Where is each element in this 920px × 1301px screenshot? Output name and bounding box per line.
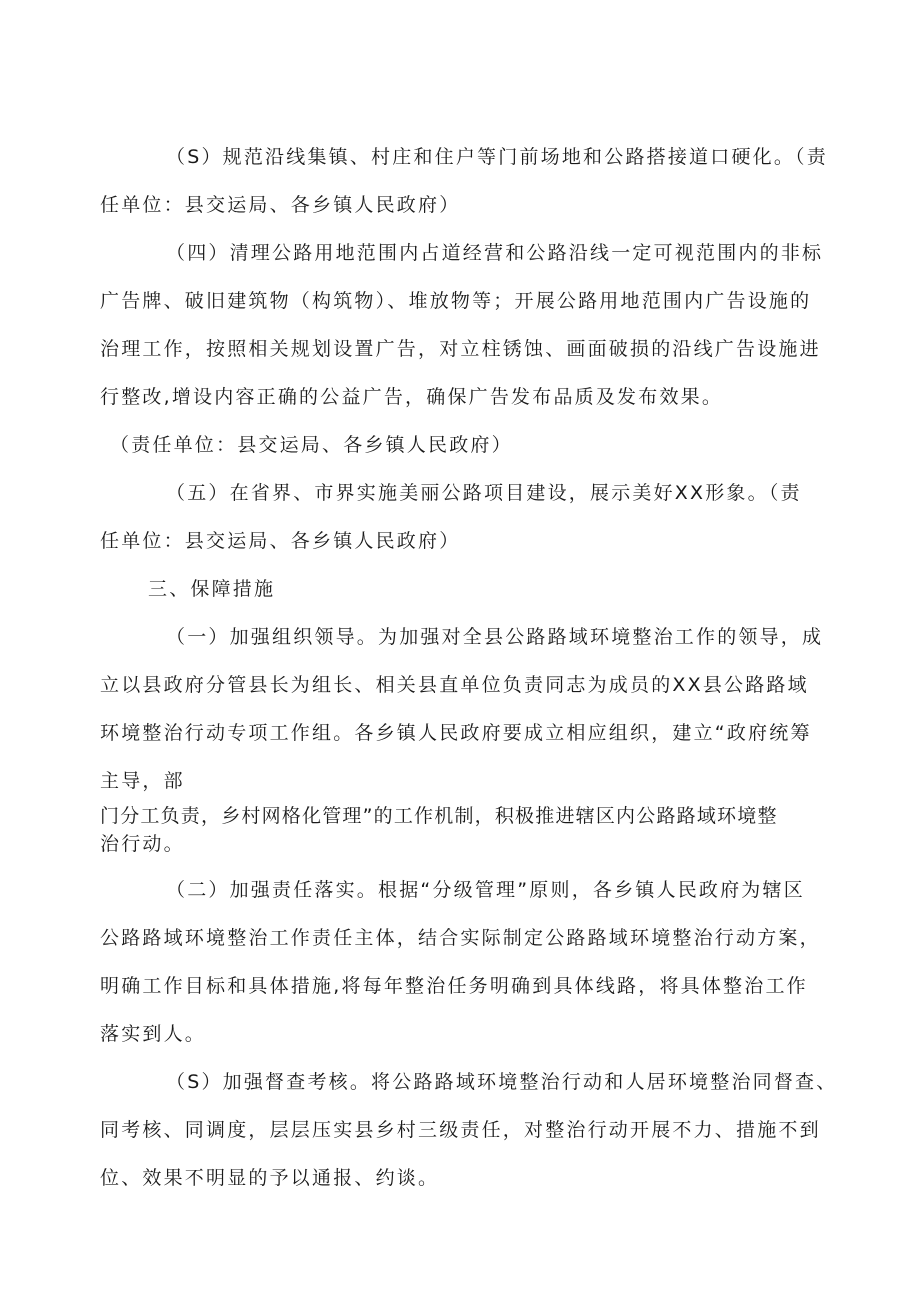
paragraph-line: 明确工作目标和具体措施,将每年整治任务明确到具体线路，将具体整治工作 xyxy=(100,975,808,997)
paragraph-line: 环境整治行动专项工作组。各乡镇人民政府要成立相应组织，建立“政府统筹 xyxy=(100,722,812,744)
paragraph-line: （五）在省界、市界实施美丽公路项目建设，展示美好XX形象。（责 xyxy=(166,482,802,504)
paragraph-line: 公路路域环境整治工作责任主体，结合实际制定公路路域环境整治行动方案， xyxy=(100,927,821,949)
paragraph-line: 任单位：县交运局、各乡镇人民政府） xyxy=(100,194,461,216)
paragraph-line: 同考核、同调度，层层压实县乡村三级责任，对整治行动开展不力、措施不到 xyxy=(100,1119,821,1141)
paragraph-line: 行整改,增设内容正确的公益广告，确保广告发布品质及发布效果。 xyxy=(100,386,724,408)
paragraph-line: （S）加强督查考核。将公路路域环境整治行动和人居环境整治同督查、 xyxy=(166,1071,838,1093)
paragraph-line: 主导，部 xyxy=(100,770,185,792)
paragraph-line: （四）清理公路用地范围内占道经营和公路沿线一定可视范围内的非标 xyxy=(166,242,824,264)
paragraph-line: 治理工作，按照相关规划设置广告，对立柱锈蚀、画面破损的沿线广告设施进 xyxy=(100,338,821,360)
paragraph-line: 落实到人。 xyxy=(100,1023,207,1045)
paragraph-line: 任单位：县交运局、各乡镇人民政府） xyxy=(100,530,461,552)
paragraph-line: 立以县政府分管县长为组长、相关县直单位负责同志为成员的XX县公路路域 xyxy=(100,674,809,696)
paragraph-line: （一）加强组织领导。为加强对全县公路路域环境整治工作的领导，成 xyxy=(166,626,824,648)
paragraph-line: （S）规范沿线集镇、村庄和住户等门前场地和公路搭接道口硬化。（责 xyxy=(166,146,828,168)
paragraph-line: 位、效果不明显的予以通报、约谈。 xyxy=(100,1167,440,1189)
paragraph-line: （责任单位：县交运局、各乡镇人民政府） xyxy=(110,434,513,456)
paragraph-line: （二）加强责任落实。根据“分级管理”原则，各乡镇人民政府为辖区 xyxy=(166,879,805,901)
paragraph-line: 治行动。 xyxy=(100,833,185,855)
paragraph-line: 广告牌、破旧建筑物（构筑物）、堆放物等；开展公路用地范围内广告设施的 xyxy=(100,290,812,312)
paragraph-line: 门分工负责，乡村网格化管理”的工作机制，积极推进辖区内公路路域环境整 xyxy=(100,805,778,827)
section-heading: 三、保障措施 xyxy=(148,578,276,600)
